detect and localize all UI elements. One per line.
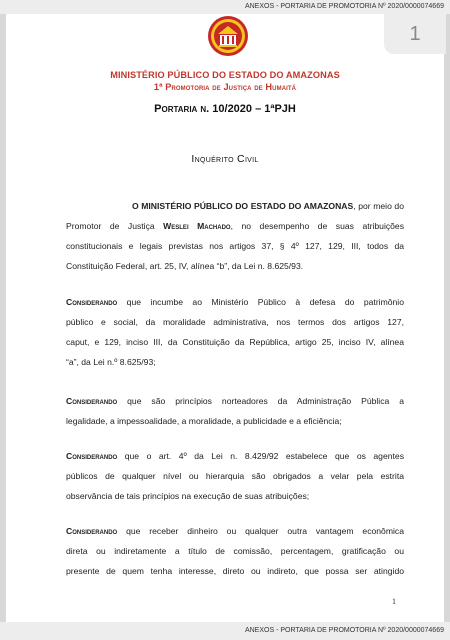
- lead-text: Considerando: [66, 451, 118, 461]
- text-line: público e social, da moralidade administrativa, nos termos dos artigos 127,: [66, 317, 404, 327]
- text-span: que receber dinheiro ou qualquer outra vantagem econômica: [117, 526, 404, 536]
- text-line: [66, 216, 404, 236]
- text-line: [66, 391, 404, 411]
- text-line: constitucionais e legais previstas nos artigos 37, § 4º 127, 129, III, todos da: [66, 241, 404, 251]
- lead-text: O MINISTÉRIO PÚBLICO DO ESTADO DO AMAZONAS: [132, 201, 354, 211]
- paragraph-considerando-1: [66, 292, 404, 372]
- text-line: caput, e 129, inciso III, da Constituição da República, artigo 25, inciso IV, alínea: [66, 337, 404, 347]
- text-span: Promotor de Justiça: [66, 221, 164, 231]
- annex-header: ANEXOS - PORTARIA DE PROMOTORIA Nº 2020/0000074669: [0, 0, 450, 14]
- text-line: públicos de qualquer nível ou hierarquia são obrigados a velar pela estrita: [66, 471, 404, 481]
- text-line: [66, 196, 404, 216]
- text-span: que incumbe ao Ministério Público à defesa do patrimônio: [117, 297, 404, 307]
- paragraph-preamble: [66, 196, 404, 276]
- mp-seal-logo: [206, 14, 250, 58]
- org-name: MINISTÉRIO PÚBLICO DO ESTADO DO AMAZONAS: [110, 70, 340, 80]
- text-span: , no desempenho de suas atribuições: [230, 221, 404, 231]
- annex-footer: ANEXOS - PORTARIA DE PROMOTORIA Nº 2020/0000074669: [0, 622, 450, 640]
- text-line: [66, 446, 404, 466]
- promotor-name: Weslei Machado: [163, 221, 231, 231]
- text-span: que são princípios norteadores da Administração Pública a: [117, 396, 404, 406]
- page-counter-badge: 1: [384, 14, 446, 54]
- lead-text: Considerando: [66, 297, 118, 307]
- paragraph-considerando-3: [66, 446, 404, 506]
- lead-text: Considerando: [66, 526, 118, 536]
- text-line: direta ou indiretamente a título de comissão, percentagem, gratificação ou: [66, 546, 404, 556]
- promotoria-name: 1ª Promotoria de Justiça de Humaitá: [153, 82, 297, 92]
- portaria-title: Portaria n. 10/2020 – 1ªPJH: [154, 103, 296, 115]
- text-line: presente de quem tenha interesse, direto ou indireto, que possa ser atingido: [66, 566, 404, 576]
- lead-text: Considerando: [66, 396, 118, 406]
- document-type: Inquérito Civil: [191, 153, 259, 165]
- paragraph-considerando-4: [66, 521, 404, 581]
- text-line: observância de tais princípios na execução de suas atribuições;: [66, 491, 310, 501]
- text-line: Constituição Federal, art. 25, IV, alínea “b”, da Lei n. 8.625/93.: [66, 261, 304, 271]
- text-line: [66, 292, 404, 312]
- text-span: , por meio do: [353, 201, 404, 211]
- paragraph-considerando-2: [66, 391, 404, 431]
- text-line: legalidade, a impessoalidade, a moralidade, a publicidade e a eficiência;: [66, 416, 342, 426]
- text-line: [66, 521, 404, 541]
- page-number: 1: [392, 597, 396, 606]
- text-span: que o art. 4º da Lei n. 8.429/92 estabelece que os agentes: [117, 451, 404, 461]
- text-line: “a”, da Lei n.º 8.625/93;: [66, 357, 156, 367]
